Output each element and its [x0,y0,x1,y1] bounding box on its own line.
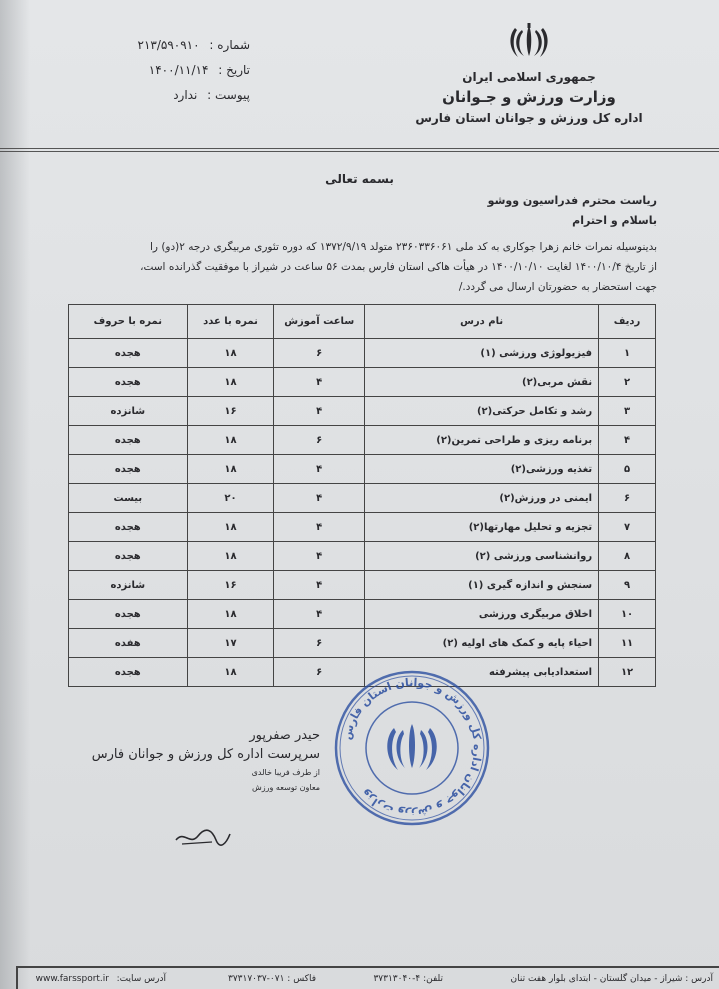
cell-row-number: ۷ [599,513,656,542]
cell-score-word: هجده [69,339,188,368]
basmala: بسمه تعالی [325,172,394,186]
attach-value: ندارد [173,88,198,102]
letterhead-office: اداره کل ورزش و جوانان استان فارس [415,110,643,125]
cell-score-word: هفده [69,629,188,658]
cell-hours: ۶ [274,426,365,455]
cell-row-number: ۴ [599,426,656,455]
footer-address: آدرس : شیراز - میدان گلستان - ابتدای بلوار هفت تنان [510,974,713,984]
stamp-emblem-icon [387,724,436,770]
cell-course: ایمنی در ورزش(۲) [365,484,599,513]
letterhead-country: جمهوری اسلامی ایران [462,70,596,84]
header-row-number: ردیف [599,305,656,339]
cell-score-word: هجده [69,455,188,484]
letter-date [80,63,250,88]
cell-hours: ۴ [274,542,365,571]
cell-hours: ۶ [274,658,365,687]
footer-website[interactable]: www.farssport.ir [35,974,109,984]
letter-body [57,237,657,297]
greeting [57,191,657,231]
table-header-row [69,305,656,339]
cell-course: برنامه ریزی و طراحی تمرین(۲) [365,426,599,455]
footer-website-label: آدرس سایت: [116,974,166,984]
header-score-number: نمره با عدد [187,305,274,339]
table-row [69,600,656,629]
cell-hours: ۴ [274,397,365,426]
cell-course: استعدادیابی پیشرفته [365,658,599,687]
number-value: ۲۱۳/۵۹۰۹۱۰ [137,38,200,52]
cell-course: فیزیولوژی ورزشی (۱) [365,339,599,368]
cell-course: تجزیه و تحلیل مهارتها(۲) [365,513,599,542]
cell-course: اخلاق مربیگری ورزشی [365,600,599,629]
header-hours: ساعت آموزش [274,305,365,339]
grades-body [69,339,656,687]
cell-score-word: شانزده [69,397,188,426]
table-row [69,339,656,368]
cell-course: روانشناسی ورزشی (۲) [365,542,599,571]
handwritten-signature [172,826,232,848]
cell-score-number: ۲۰ [187,484,274,513]
table-row [69,455,656,484]
cell-hours: ۴ [274,455,365,484]
cell-score-number: ۱۶ [187,397,274,426]
cell-score-number: ۱۸ [187,426,274,455]
cell-course: احیاء پایه و کمک های اولیه (۲) [365,629,599,658]
cell-score-number: ۱۸ [187,600,274,629]
official-stamp [332,668,492,828]
cell-score-number: ۱۶ [187,571,274,600]
cell-hours: ۴ [274,600,365,629]
cell-row-number: ۱۲ [599,658,656,687]
attach-label: پیوست : [207,88,250,102]
cell-course: سنجش و اندازه گیری (۱) [365,571,599,600]
cell-score-word: هجده [69,368,188,397]
cell-hours: ۶ [274,629,365,658]
recipient: ریاست محترم فدراسیون ووشو [487,194,657,207]
cell-score-word: هجده [69,600,188,629]
date-value: ۱۴۰۰/۱۱/۱۴ [148,63,209,77]
cell-row-number: ۲ [599,368,656,397]
table-row [69,484,656,513]
cell-row-number: ۵ [599,455,656,484]
header-divider [0,148,719,149]
date-label: تاریخ : [218,63,250,77]
letterhead-ministry: وزارت ورزش و جـوانان [442,88,616,106]
signature-block [60,728,320,792]
table-row [69,513,656,542]
cell-row-number: ۱ [599,339,656,368]
cell-score-number: ۱۸ [187,339,274,368]
cell-row-number: ۱۱ [599,629,656,658]
body-line-2: از تاریخ ۱۴۰۰/۱۰/۴ لغایت ۱۴۰۰/۱۰/۱۰ در هیأت هاکی استان فارس بمدت ۵۶ ساعت در شیراز با موفقیت گذرانده است، [140,261,657,273]
letter-meta [80,38,250,113]
table-row [69,426,656,455]
cell-score-number: ۱۸ [187,368,274,397]
salutation: باسلام و احترام [572,214,657,227]
number-label: شماره : [209,38,250,52]
on-behalf: از طرف فریبا خالدی [251,768,320,777]
cell-score-number: ۱۸ [187,455,274,484]
letter-attachment [80,88,250,113]
body-line-3: جهت استحضار به حضورتان ارسال می گردد./ [458,281,657,293]
cell-hours: ۴ [274,484,365,513]
header-divider-2 [0,151,719,152]
grades-table [68,304,656,687]
cell-score-word: شانزده [69,571,188,600]
cell-row-number: ۸ [599,542,656,571]
header-score-word: نمره با حروف [69,305,188,339]
cell-course: نقش مربی(۲) [365,368,599,397]
iran-emblem-icon [506,22,552,60]
cell-score-word: هجده [69,426,188,455]
cell-row-number: ۶ [599,484,656,513]
letterhead [409,22,649,127]
header-course: نام درس [365,305,599,339]
cell-row-number: ۱۰ [599,600,656,629]
signer-title: سرپرست اداره کل ورزش و جوانان فارس [91,747,320,762]
cell-score-number: ۱۷ [187,629,274,658]
table-row [69,629,656,658]
body-line-1: بدینوسیله نمرات خانم زهرا جوکاری به کد ملی ۲۳۶۰۳۳۶۰۶۱ متولد ۱۳۷۲/۹/۱۹ که دوره تئوری مربیگری درجه ۲(دو) را [150,241,657,253]
cell-course: تغذیه ورزشی(۲) [365,455,599,484]
signer-name: حیدر صفرپور [249,728,320,743]
footer-fax: فاکس : ۰۷۱-۳۷۳۱۷۰۳۷ [228,974,316,984]
table-row [69,397,656,426]
footer-bar [16,966,719,989]
letter-number [80,38,250,63]
cell-score-number: ۱۸ [187,542,274,571]
cell-score-word: بیست [69,484,188,513]
cell-score-word: هجده [69,542,188,571]
cell-hours: ۴ [274,368,365,397]
table-row [69,542,656,571]
cell-row-number: ۳ [599,397,656,426]
cell-hours: ۴ [274,571,365,600]
cell-score-number: ۱۸ [187,513,274,542]
table-row [69,571,656,600]
table-row [69,368,656,397]
cell-score-number: ۱۸ [187,658,274,687]
cell-hours: ۴ [274,513,365,542]
stamp-text: وزارت ورزش و جوانان اداره کل ورزش و جوانان استان فارس [340,675,485,821]
cell-hours: ۶ [274,339,365,368]
deputy-title: معاون توسعه ورزش [252,783,320,792]
footer-phone: تلفن: ۴-۳۷۳۱۳۰۴۰ [373,974,443,984]
cell-score-word: هجده [69,658,188,687]
cell-course: رشد و تکامل حرکتی(۲) [365,397,599,426]
cell-row-number: ۹ [599,571,656,600]
cell-score-word: هجده [69,513,188,542]
